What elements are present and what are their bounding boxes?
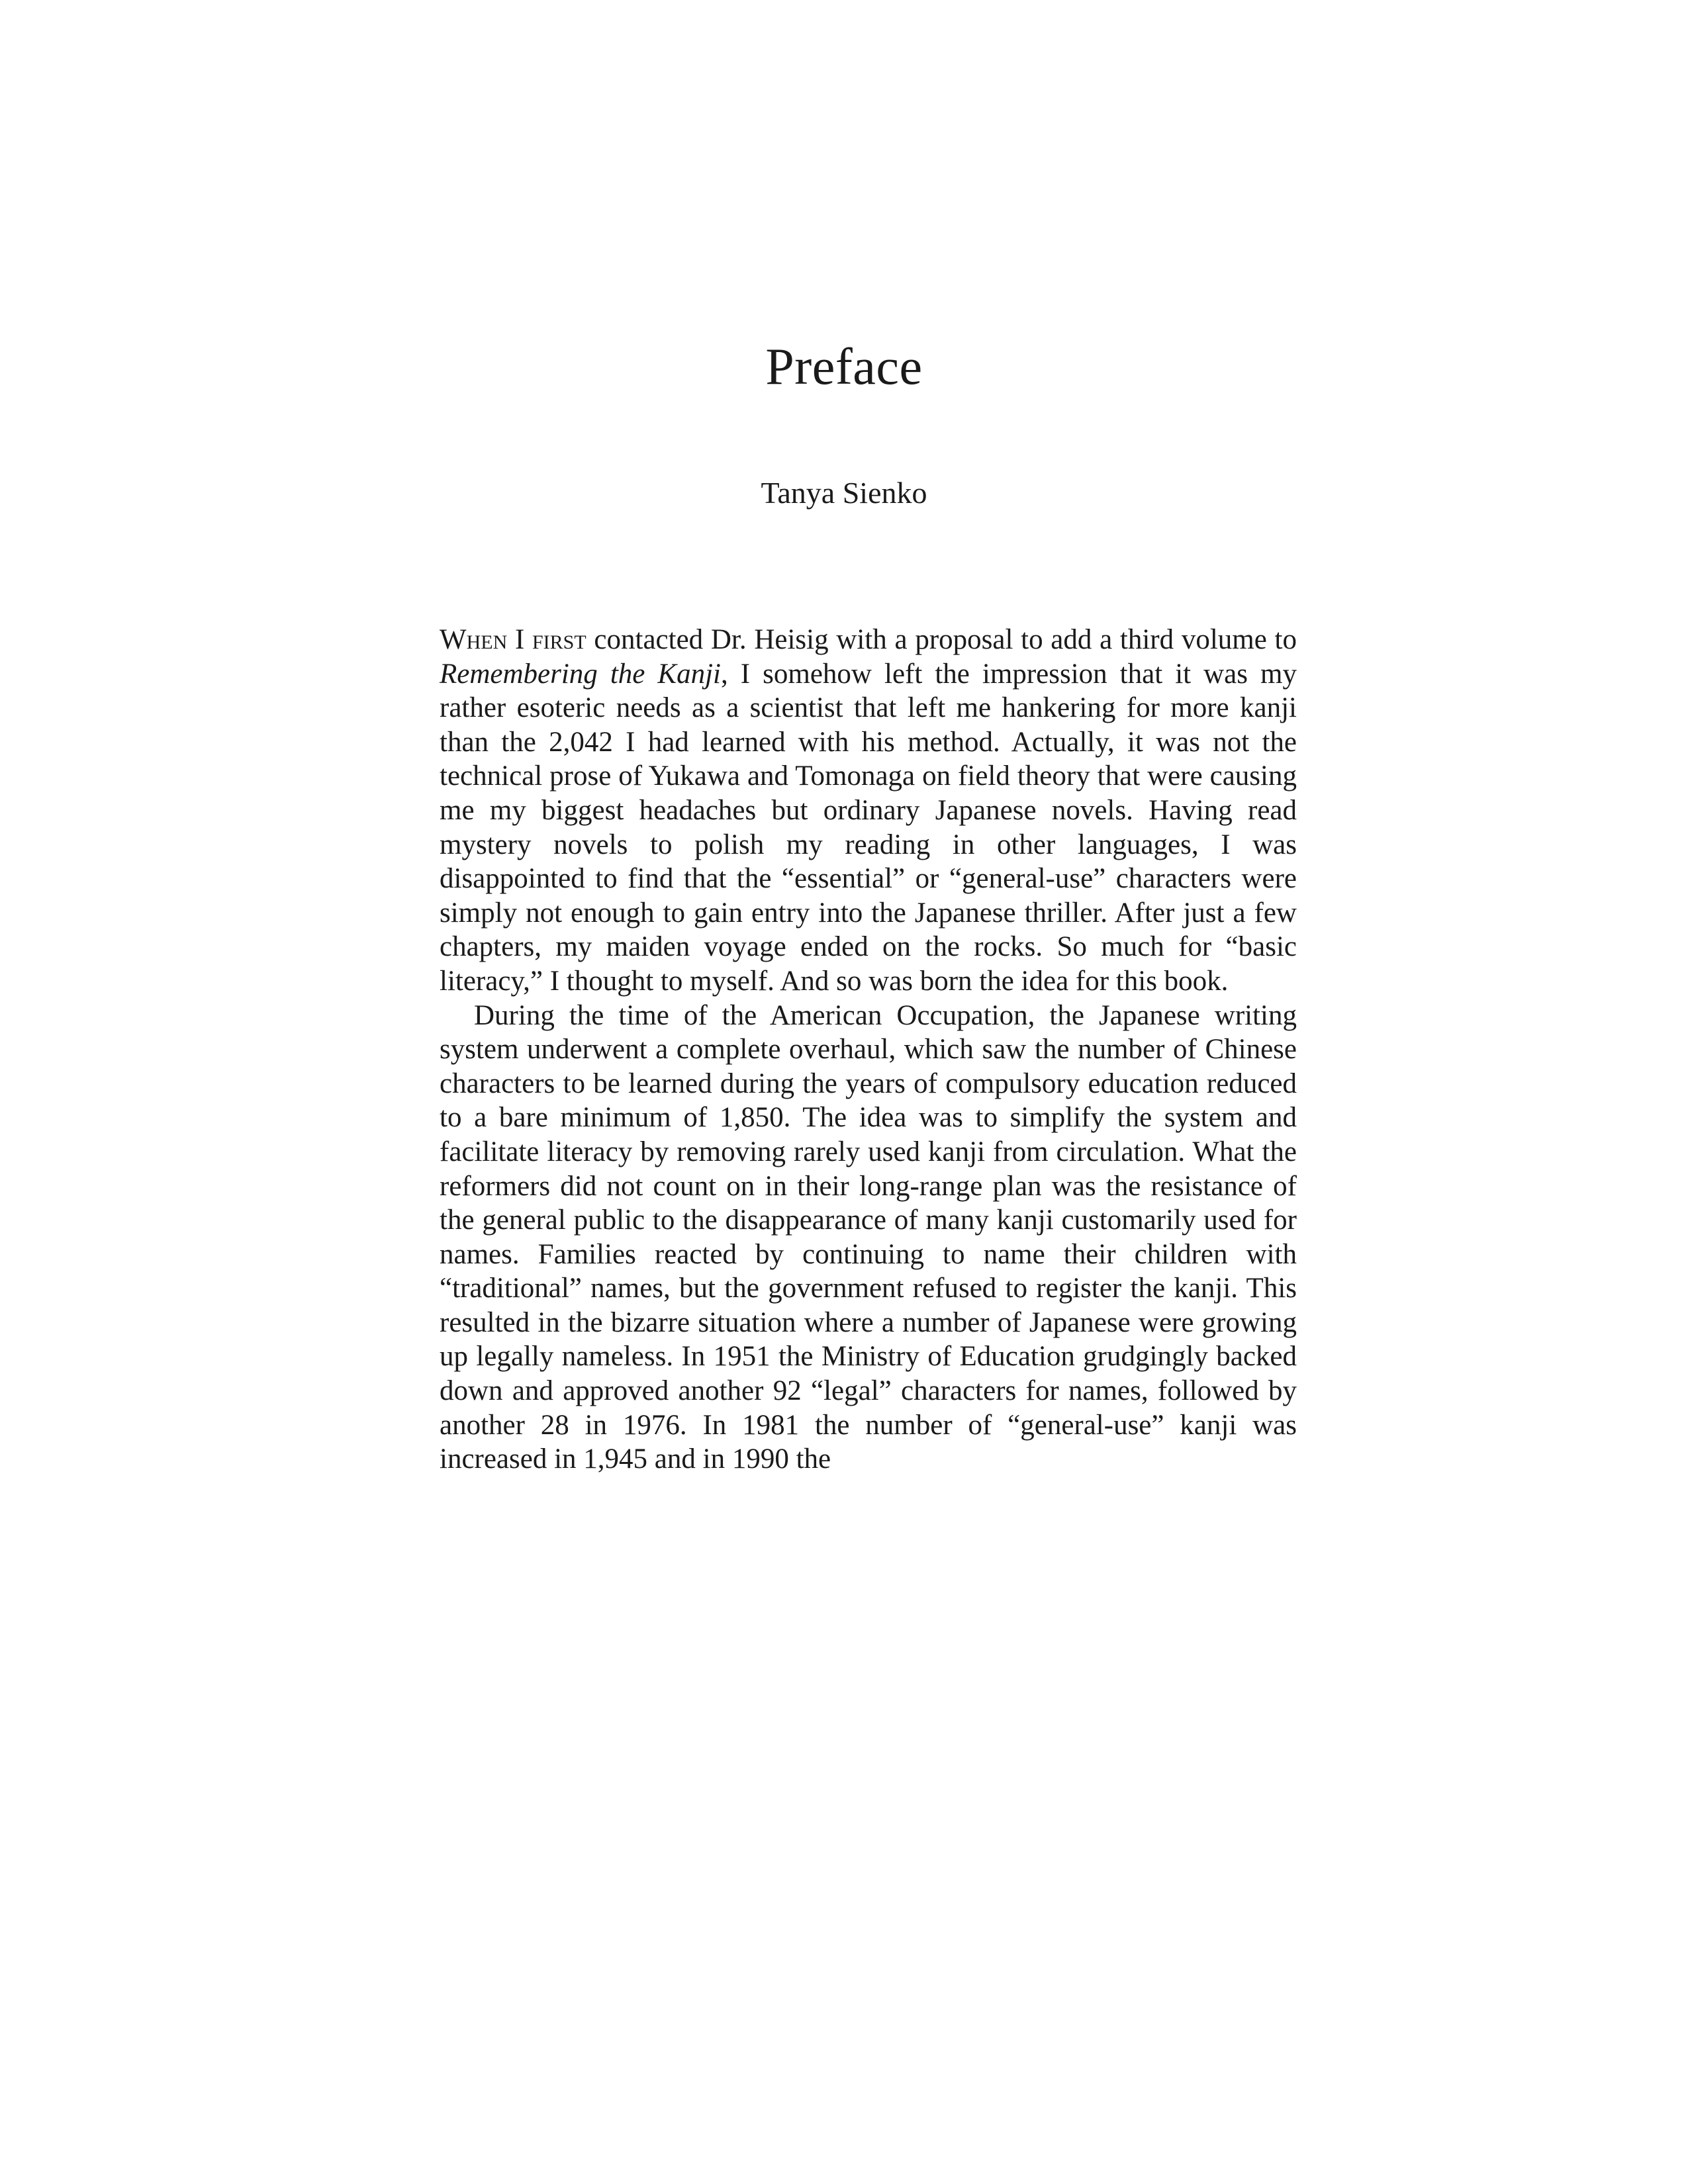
book-title: Remembering the Kanji — [440, 658, 721, 690]
page-title: Preface — [765, 338, 923, 395]
body-text — [440, 623, 1297, 1477]
author-name: Tanya Sienko — [761, 476, 927, 510]
paragraph-1 — [440, 623, 1297, 999]
paragraph-2: During the time of the American Occupation, the Japanese writing system underwent a complete overhaul, which saw the number of Chinese characters to be learned during the years of compulsory education reduced to a bare minimum of 1,850. The idea was to simplify the system and facilitate literacy by removing rarely used kanji from circulation. What the reformers did not count on in their long-range plan was the resistance of the general public to the disappearance of many kanji customarily used for names. Families reacted by continuing to name their children with “traditional” names, but the government refused to register the kanji. This resulted in the bizarre situation where a number of Japanese were growing up legally nameless. In 1951 the Ministry of Education grudgingly backed down and approved another 92 “legal” characters for names, followed by another 28 in 1976. In 1981 the number of “general-use” kanji was increased in 1,945 and in 1990 the — [440, 999, 1297, 1475]
lead-in-smallcaps: When I first — [440, 624, 586, 655]
paragraph-1-text-before-title: contacted Dr. Heisig with a proposal to add a third volume to — [586, 624, 1297, 655]
paragraph-1-text-after-title: , I somehow left the impression that it was my rather esoteric needs as a scientist that left me hankering for more kanji than the 2,042 I had learned with his method. Actually, it was not the technical prose of Yukawa and Tomonaga on field theory that were causing me my biggest headaches but ordinary Japanese novels. Having read mystery novels to polish my reading in other languages, I was disappointed to find that the “essential” or “general-use” characters were simply not enough to gain entry into the Japanese thriller. After just a few chapters, my maiden voyage ended on the rocks. So much for “basic literacy,” I thought to myself. And so was born the idea for this book. — [440, 658, 1297, 997]
